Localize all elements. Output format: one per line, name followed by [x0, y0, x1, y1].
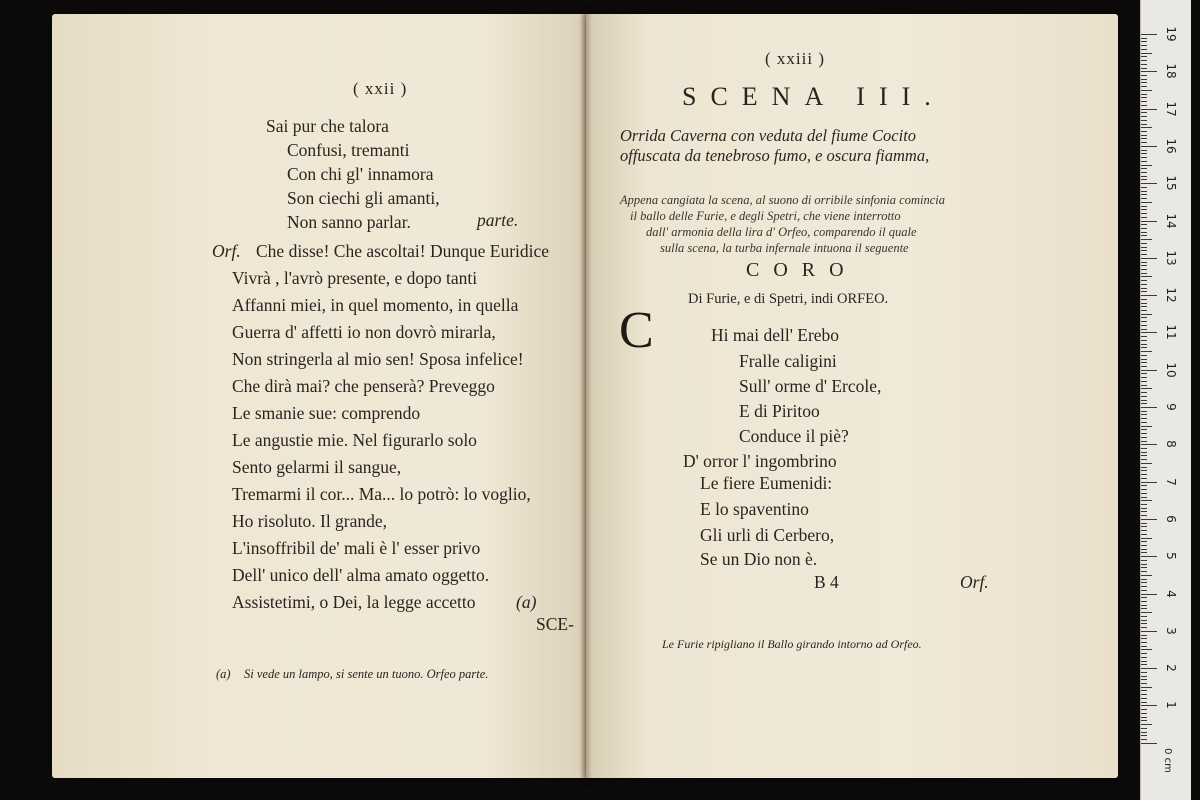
- ruler-tick: [1141, 694, 1147, 695]
- ruler-tick: [1141, 717, 1147, 718]
- measuring-ruler: [1140, 0, 1191, 800]
- ruler-tick: [1141, 661, 1147, 662]
- ruler-tick: [1141, 504, 1147, 505]
- ruler-tick: [1141, 276, 1152, 277]
- drop-cap: C: [619, 302, 654, 359]
- ruler-tick: [1141, 713, 1147, 714]
- ruler-tick: [1141, 71, 1157, 72]
- ruler-number: 8: [1164, 440, 1178, 449]
- ruler-tick: [1141, 321, 1147, 322]
- ruler-tick: [1141, 213, 1147, 214]
- ruler-tick: [1141, 493, 1147, 494]
- speech-line: Ho risoluto. Il grande,: [232, 511, 388, 531]
- speech-line: Sento gelarmi il sangue,: [232, 457, 402, 477]
- ruler-tick: [1141, 340, 1147, 341]
- ruler-tick: [1141, 217, 1147, 218]
- ruler-tick: [1141, 262, 1147, 263]
- chorus-line: Gli urli di Cerbero,: [700, 525, 835, 545]
- ruler-tick: [1141, 198, 1147, 199]
- ruler-tick: [1141, 735, 1147, 736]
- open-book: [52, 14, 1118, 778]
- ruler-tick: [1141, 336, 1147, 337]
- ruler-unit: 0 cm: [1161, 748, 1173, 773]
- ruler-tick: [1141, 362, 1147, 363]
- ruler-tick: [1141, 224, 1147, 225]
- ruler-tick: [1141, 221, 1157, 222]
- left-folio: ( xxii ): [353, 79, 408, 98]
- ruler-tick: [1141, 426, 1152, 427]
- ruler-tick: [1141, 179, 1147, 180]
- ruler-tick: [1141, 392, 1147, 393]
- ruler-tick: [1141, 414, 1147, 415]
- verse-line: Son ciechi gli amanti,: [287, 188, 440, 208]
- stage-direction: il ballo delle Furie, e degli Spetri, che viene interrotto: [630, 209, 901, 223]
- verse-line: Non sanno parlar.: [287, 212, 411, 232]
- ruler-tick: [1141, 743, 1157, 744]
- ruler-tick: [1141, 567, 1147, 568]
- ruler-number: 2: [1164, 664, 1178, 672]
- ruler-tick: [1141, 172, 1147, 173]
- ruler-tick: [1141, 250, 1147, 251]
- ruler-tick: [1141, 564, 1147, 565]
- ruler-tick: [1141, 38, 1147, 39]
- ruler-tick: [1141, 385, 1147, 386]
- ruler-tick: [1141, 94, 1147, 95]
- ruler-tick: [1141, 68, 1147, 69]
- ruler-tick: [1141, 120, 1147, 121]
- ruler-number: 9: [1164, 403, 1178, 411]
- ruler-tick: [1141, 168, 1147, 169]
- speech-line: Che dirà mai? che penserà? Preveggo: [232, 376, 495, 396]
- ruler-tick: [1141, 332, 1157, 333]
- ruler-tick: [1141, 150, 1147, 151]
- ruler-tick: [1141, 664, 1147, 665]
- ruler-tick: [1141, 616, 1147, 617]
- ruler-tick: [1141, 500, 1152, 501]
- ruler-tick: [1141, 549, 1147, 550]
- ruler-tick: [1141, 482, 1157, 483]
- ruler-tick: [1141, 411, 1147, 412]
- ruler-tick: [1141, 724, 1152, 725]
- ruler-tick: [1141, 485, 1147, 486]
- stage-direction: sulla scena, la turba infernale intuona il seguente: [660, 241, 909, 255]
- ruler-tick: [1141, 679, 1147, 680]
- note-reference: (a): [516, 592, 537, 612]
- ruler-tick: [1141, 433, 1147, 434]
- speech-line: Non stringerla al mio sen! Sposa infelice!: [232, 349, 524, 369]
- ruler-tick: [1141, 131, 1147, 132]
- scene-title: SCENA III.: [682, 82, 945, 111]
- ruler-tick: [1141, 467, 1147, 468]
- ruler-tick: [1141, 202, 1152, 203]
- ruler-tick: [1141, 511, 1147, 512]
- ruler-tick: [1141, 448, 1147, 449]
- ruler-tick: [1141, 400, 1147, 401]
- book-gutter: [580, 14, 592, 778]
- ruler-tick: [1141, 683, 1147, 684]
- ruler-tick: [1141, 601, 1147, 602]
- ruler-tick: [1141, 377, 1147, 378]
- ruler-tick: [1141, 303, 1147, 304]
- ruler-tick: [1141, 623, 1147, 624]
- ruler-tick: [1141, 702, 1147, 703]
- ruler-tick: [1141, 705, 1157, 706]
- ruler-tick: [1141, 64, 1147, 65]
- speech-line: Le smanie sue: comprendo: [232, 403, 421, 423]
- ruler-tick: [1141, 135, 1147, 136]
- ruler-number: 13: [1164, 250, 1178, 266]
- ruler-tick: [1141, 653, 1147, 654]
- ruler-tick: [1141, 489, 1147, 490]
- ruler-tick: [1141, 366, 1147, 367]
- ruler-tick: [1141, 403, 1147, 404]
- ruler-tick: [1141, 422, 1147, 423]
- ruler-tick: [1141, 541, 1147, 542]
- catchword: Orf.: [960, 572, 989, 592]
- ruler-number: 11: [1164, 324, 1178, 341]
- ruler-tick: [1141, 373, 1147, 374]
- ruler-tick: [1141, 497, 1147, 498]
- ruler-tick: [1141, 247, 1147, 248]
- ruler-tick: [1141, 560, 1147, 561]
- ruler-tick: [1141, 291, 1147, 292]
- ruler-number: 3: [1164, 626, 1178, 635]
- ruler-tick: [1141, 75, 1147, 76]
- ruler-tick: [1141, 698, 1147, 699]
- ruler-tick: [1141, 317, 1147, 318]
- chorus-line: Hi mai dell' Erebo: [711, 325, 840, 345]
- stage-direction: Appena cangiata la scena, al suono di orribile sinfonia comincia: [620, 193, 945, 207]
- ruler-tick: [1141, 586, 1147, 587]
- ruler-tick: [1141, 538, 1152, 539]
- ruler-tick: [1141, 127, 1152, 128]
- ruler-tick: [1141, 657, 1147, 658]
- chorus-line: Conduce il piè?: [739, 426, 849, 446]
- ruler-tick: [1141, 646, 1147, 647]
- ruler-tick: [1141, 515, 1147, 516]
- ruler-tick: [1141, 709, 1147, 710]
- ruler-tick: [1141, 526, 1147, 527]
- ruler-number: 16: [1164, 138, 1178, 154]
- ruler-tick: [1141, 455, 1147, 456]
- ruler-tick: [1141, 344, 1147, 345]
- ruler-tick: [1141, 470, 1147, 471]
- ruler-tick: [1141, 34, 1157, 35]
- ruler-tick: [1141, 116, 1147, 117]
- bottom-stage-direction: Le Furie ripigliano il Ballo girando intorno ad Orfeo.: [662, 637, 922, 651]
- ruler-tick: [1141, 582, 1147, 583]
- speech-line: L'insoffribil de' mali è l' esser privo: [232, 538, 481, 558]
- ruler-tick: [1141, 228, 1147, 229]
- ruler-tick: [1141, 620, 1147, 621]
- ruler-tick: [1141, 642, 1147, 643]
- verse-line: Sai pur che talora: [266, 116, 389, 136]
- ruler-tick: [1141, 552, 1147, 553]
- ruler-tick: [1141, 194, 1147, 195]
- ruler-number: 6: [1164, 515, 1178, 523]
- ruler-tick: [1141, 508, 1147, 509]
- ruler-tick: [1141, 732, 1147, 733]
- ruler-tick: [1141, 79, 1147, 80]
- ruler-tick: [1141, 739, 1147, 740]
- ruler-tick: [1141, 235, 1147, 236]
- ruler-number: 1: [1164, 701, 1178, 710]
- ruler-tick: [1141, 45, 1147, 46]
- ruler-tick: [1141, 690, 1147, 691]
- ruler-tick: [1141, 571, 1147, 572]
- ruler-tick: [1141, 519, 1157, 520]
- ruler-tick: [1141, 157, 1147, 158]
- ruler-tick: [1141, 56, 1147, 57]
- ruler-tick: [1141, 105, 1147, 106]
- ruler-tick: [1141, 545, 1147, 546]
- ruler-tick: [1141, 351, 1152, 352]
- speech-line: Tremarmi il cor... Ma... lo potrò: lo voglio,: [232, 484, 531, 504]
- ruler-tick: [1141, 396, 1147, 397]
- speaker-label: Orf.: [212, 241, 241, 261]
- ruler-tick: [1141, 329, 1147, 330]
- speech-line: Guerra d' affetti io non dovrò mirarla,: [232, 322, 496, 342]
- ruler-number: 15: [1164, 175, 1178, 191]
- speech-line: Dell' unico dell' alma amato oggetto.: [232, 565, 490, 585]
- signature-mark: B 4: [814, 572, 839, 592]
- ruler-tick: [1141, 605, 1147, 606]
- ruler-tick: [1141, 53, 1152, 54]
- ruler-tick: [1141, 523, 1147, 524]
- ruler-number: 12: [1164, 287, 1178, 303]
- ruler-tick: [1141, 672, 1147, 673]
- ruler-tick: [1141, 597, 1147, 598]
- ruler-tick: [1141, 534, 1147, 535]
- ruler-tick: [1141, 280, 1147, 281]
- ruler-tick: [1141, 138, 1147, 139]
- setting-line: offuscata da tenebroso fumo, e oscura fiamma,: [620, 146, 930, 165]
- ruler-tick: [1141, 288, 1147, 289]
- chorus-title: CORO: [746, 259, 858, 281]
- ruler-tick: [1141, 381, 1147, 382]
- ruler-number: 14: [1164, 212, 1178, 229]
- ruler-tick: [1141, 359, 1147, 360]
- ruler-tick: [1141, 687, 1152, 688]
- ruler-tick: [1141, 612, 1152, 613]
- ruler-tick: [1141, 478, 1147, 479]
- ruler-tick: [1141, 635, 1147, 636]
- ruler-tick: [1141, 728, 1147, 729]
- ruler-tick: [1141, 638, 1147, 639]
- ruler-number: 10: [1164, 362, 1178, 378]
- ruler-tick: [1141, 676, 1147, 677]
- setting-line: Orrida Caverna con veduta del fiume Cocito: [620, 126, 917, 145]
- verse-line: Confusi, tremanti: [287, 140, 410, 160]
- ruler-tick: [1141, 649, 1152, 650]
- ruler-number: 7: [1164, 477, 1178, 486]
- chorus-line: D' orror l' ingombrino: [683, 451, 837, 471]
- ruler-tick: [1141, 314, 1152, 315]
- ruler-tick: [1141, 82, 1147, 83]
- footnote: Si vede un lampo, si sente un tuono. Orfeo parte.: [244, 667, 489, 681]
- ruler-tick: [1141, 176, 1147, 177]
- ruler-tick: [1141, 530, 1147, 531]
- chorus-line: E lo spaventino: [700, 499, 809, 519]
- ruler-tick: [1141, 310, 1147, 311]
- stage-direction-exit: parte.: [477, 210, 519, 230]
- ruler-tick: [1141, 112, 1147, 113]
- ruler-tick: [1141, 418, 1147, 419]
- ruler-tick: [1141, 265, 1147, 266]
- ruler-tick: [1141, 441, 1147, 442]
- ruler-tick: [1141, 153, 1147, 154]
- ruler-tick: [1141, 325, 1147, 326]
- ruler-tick: [1141, 627, 1147, 628]
- ruler-tick: [1141, 306, 1147, 307]
- ruler-number: 5: [1164, 552, 1178, 560]
- speech-line: Vivrà , l'avrò presente, e dopo tanti: [232, 268, 478, 288]
- ruler-tick: [1141, 146, 1157, 147]
- speech-line: Assistetimi, o Dei, la legge accetto: [232, 592, 476, 612]
- ruler-tick: [1141, 370, 1157, 371]
- stage-direction: dall' armonia della lira d' Orfeo, comparendo il quale: [646, 225, 917, 239]
- chorus-line: Se un Dio non è.: [700, 549, 818, 569]
- ruler-tick: [1141, 355, 1147, 356]
- ruler-tick: [1141, 631, 1157, 632]
- ruler-number: 18: [1164, 63, 1178, 79]
- ruler-tick: [1141, 124, 1147, 125]
- ruler-tick: [1141, 101, 1147, 102]
- ruler-number: 17: [1164, 100, 1178, 117]
- footnote-mark: (a): [216, 667, 231, 681]
- ruler-tick: [1141, 239, 1152, 240]
- ruler-tick: [1141, 388, 1152, 389]
- ruler-tick: [1141, 183, 1157, 184]
- ruler-tick: [1141, 165, 1152, 166]
- speech-line: Le angustie mie. Nel figurarlo solo: [232, 430, 477, 450]
- ruler-tick: [1141, 86, 1147, 87]
- ruler-tick: [1141, 284, 1147, 285]
- ruler-tick: [1141, 444, 1157, 445]
- ruler-tick: [1141, 206, 1147, 207]
- ruler-tick: [1141, 459, 1147, 460]
- ruler-tick: [1141, 575, 1152, 576]
- ruler-tick: [1141, 720, 1147, 721]
- ruler-tick: [1141, 295, 1157, 296]
- ruler-tick: [1141, 429, 1147, 430]
- ruler-tick: [1141, 556, 1157, 557]
- ruler-tick: [1141, 161, 1147, 162]
- ruler-tick: [1141, 668, 1157, 669]
- ruler-tick: [1141, 191, 1147, 192]
- ruler-tick: [1141, 590, 1147, 591]
- ruler-tick: [1141, 594, 1157, 595]
- verse-line: Con chi gl' innamora: [287, 164, 434, 184]
- ruler-tick: [1141, 258, 1157, 259]
- ruler-tick: [1141, 347, 1147, 348]
- ruler-tick: [1141, 474, 1147, 475]
- ruler-tick: [1141, 452, 1147, 453]
- ruler-number: 19: [1164, 26, 1178, 42]
- ruler-tick: [1141, 437, 1147, 438]
- ruler-tick: [1141, 97, 1147, 98]
- ruler-tick: [1141, 49, 1147, 50]
- catchword: SCE-: [536, 614, 574, 634]
- ruler-tick: [1141, 608, 1147, 609]
- ruler-tick: [1141, 254, 1147, 255]
- right-folio: ( xxiii ): [765, 49, 825, 68]
- ruler-tick: [1141, 579, 1147, 580]
- ruler-tick: [1141, 142, 1147, 143]
- speech-line: Che disse! Che ascoltai! Dunque Euridice: [256, 241, 550, 261]
- ruler-tick: [1141, 463, 1152, 464]
- ruler-number: 4: [1164, 589, 1178, 598]
- speech-line: Affanni miei, in quel momento, in quella: [232, 295, 519, 315]
- ruler-tick: [1141, 187, 1147, 188]
- ruler-tick: [1141, 273, 1147, 274]
- ruler-tick: [1141, 60, 1147, 61]
- ruler-tick: [1141, 41, 1147, 42]
- ruler-tick: [1141, 299, 1147, 300]
- ruler-tick: [1141, 209, 1147, 210]
- ruler-tick: [1141, 243, 1147, 244]
- chorus-line: E di Piritoo: [739, 401, 820, 421]
- chorus-subtitle: Di Furie, e di Spetri, indi ORFEO.: [688, 291, 889, 307]
- ruler-tick: [1141, 269, 1147, 270]
- chorus-line: Le fiere Eumenidi:: [700, 473, 833, 493]
- chorus-line: Sull' orme d' Ercole,: [739, 376, 882, 396]
- ruler-tick: [1141, 90, 1152, 91]
- chorus-line: Fralle caligini: [739, 351, 837, 371]
- ruler-tick: [1141, 407, 1157, 408]
- ruler-tick: [1141, 109, 1157, 110]
- ruler-tick: [1141, 232, 1147, 233]
